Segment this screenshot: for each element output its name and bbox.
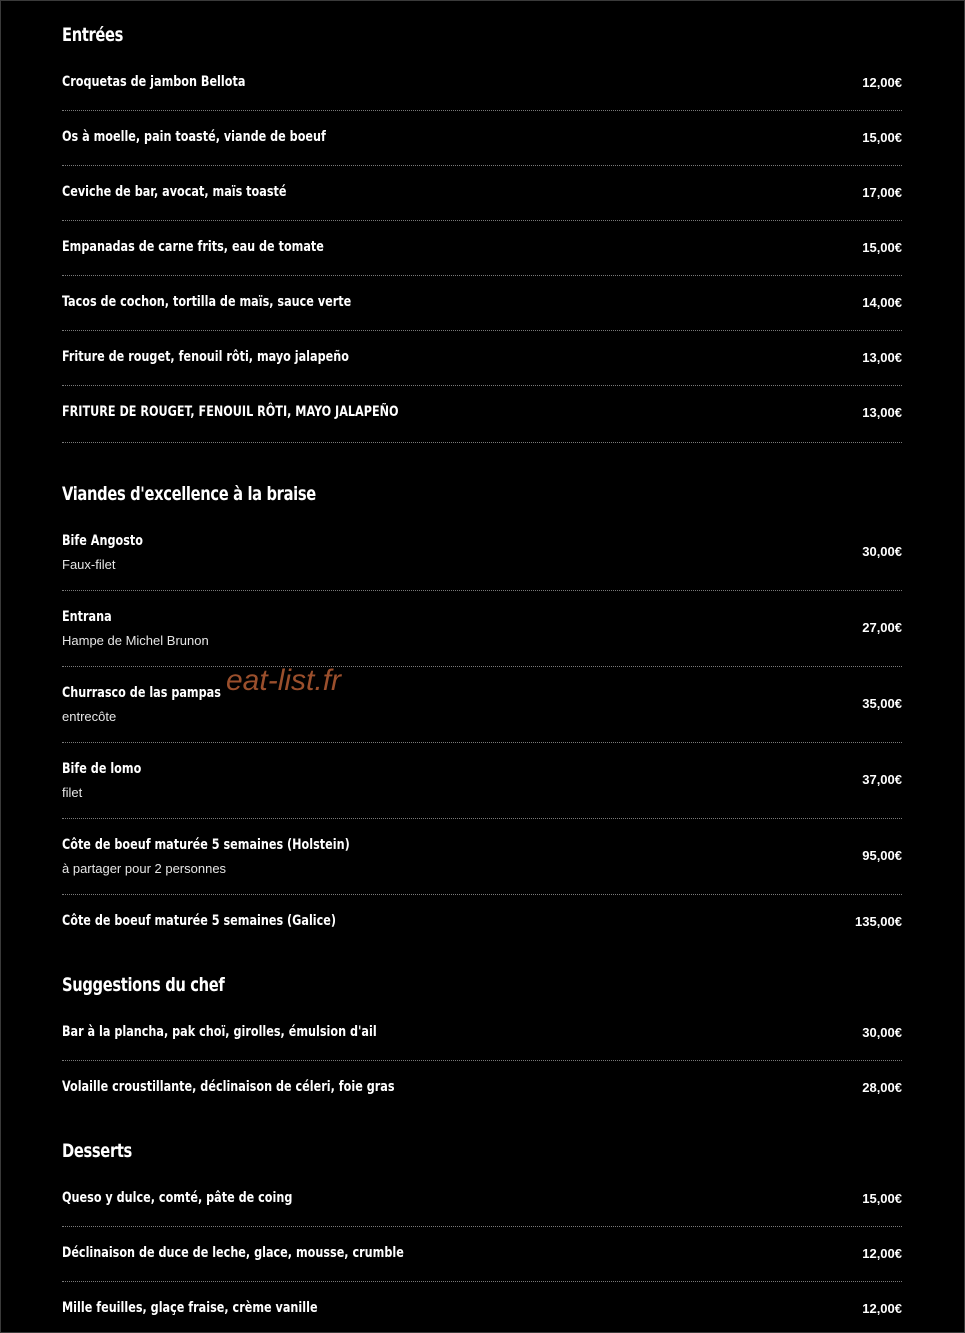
item-description: à partager pour 2 personnes: [62, 861, 227, 876]
item-name: Déclinaison de duce de leche, glace, mousse, crumble: [62, 1245, 404, 1261]
item-name: Bife Angosto: [62, 533, 143, 549]
item-price: 27,00€: [862, 620, 902, 635]
item-name: Ceviche de bar, avocat, maïs toasté: [62, 184, 287, 200]
item-price: 15,00€: [862, 1191, 902, 1206]
item-description: Hampe de Michel Brunon: [62, 633, 209, 648]
divider: [62, 590, 902, 591]
item-name: Bife de lomo: [62, 761, 142, 777]
item-price: 135,00€: [855, 914, 902, 929]
item-price: 12,00€: [862, 1246, 902, 1261]
item-name: Friture de rouget, fenouil rôti, mayo jalapeño: [62, 349, 349, 365]
item-name: Côte de boeuf maturée 5 semaines (Galice): [62, 913, 337, 929]
item-name: Churrasco de las pampas: [62, 685, 221, 701]
item-price: 13,00€: [862, 405, 902, 420]
item-price: 12,00€: [862, 1301, 902, 1316]
section-title-suggestions: Suggestions du chef: [62, 974, 225, 996]
item-name: Empanadas de carne frits, eau de tomate: [62, 239, 324, 255]
item-price: 28,00€: [862, 1080, 902, 1095]
item-name: Queso y dulce, comté, pâte de coing: [62, 1190, 293, 1206]
item-name: Mille feuilles, glaçe fraise, crème vanille: [62, 1300, 318, 1316]
divider: [62, 442, 902, 443]
section-title-viandes: Viandes d'excellence à la braise: [62, 483, 316, 505]
item-name: Os à moelle, pain toasté, viande de boeuf: [62, 129, 326, 145]
divider: [62, 165, 902, 166]
divider: [62, 385, 902, 386]
item-price: 12,00€: [862, 75, 902, 90]
divider: [62, 742, 902, 743]
item-price: 95,00€: [862, 848, 902, 863]
divider: [62, 818, 902, 819]
divider: [62, 666, 902, 667]
item-price: 30,00€: [862, 1025, 902, 1040]
divider: [62, 275, 902, 276]
item-name: Tacos de cochon, tortilla de maïs, sauce verte: [62, 294, 352, 310]
divider: [62, 330, 902, 331]
divider: [62, 1281, 902, 1282]
item-description: entrecôte: [62, 709, 117, 724]
item-name: Entrana: [62, 609, 112, 625]
section-title-entrees: Entrées: [62, 24, 124, 46]
divider: [62, 1226, 902, 1227]
divider: [62, 894, 902, 895]
watermark: eat-list.fr: [226, 664, 342, 697]
divider: [62, 220, 902, 221]
divider: [62, 1060, 902, 1061]
item-price: 13,00€: [862, 350, 902, 365]
item-description: filet: [62, 785, 83, 800]
item-price: 37,00€: [862, 772, 902, 787]
item-price: 35,00€: [862, 696, 902, 711]
item-price: 17,00€: [862, 185, 902, 200]
item-name: Côte de boeuf maturée 5 semaines (Holstein): [62, 837, 350, 853]
item-name: Volaille croustillante, déclinaison de céleri, foie gras: [62, 1079, 395, 1095]
item-price: 15,00€: [862, 130, 902, 145]
item-name: FRITURE DE ROUGET, FENOUIL RÔTI, MAYO JALAPEÑO: [62, 404, 399, 420]
item-price: 14,00€: [862, 295, 902, 310]
item-price: 30,00€: [862, 544, 902, 559]
item-description: Faux-filet: [62, 557, 116, 572]
item-name: Bar à la plancha, pak choï, girolles, émulsion d'ail: [62, 1024, 377, 1040]
item-name: Croquetas de jambon Bellota: [62, 74, 246, 90]
section-title-desserts: Desserts: [62, 1140, 132, 1162]
divider: [62, 110, 902, 111]
item-price: 15,00€: [862, 240, 902, 255]
